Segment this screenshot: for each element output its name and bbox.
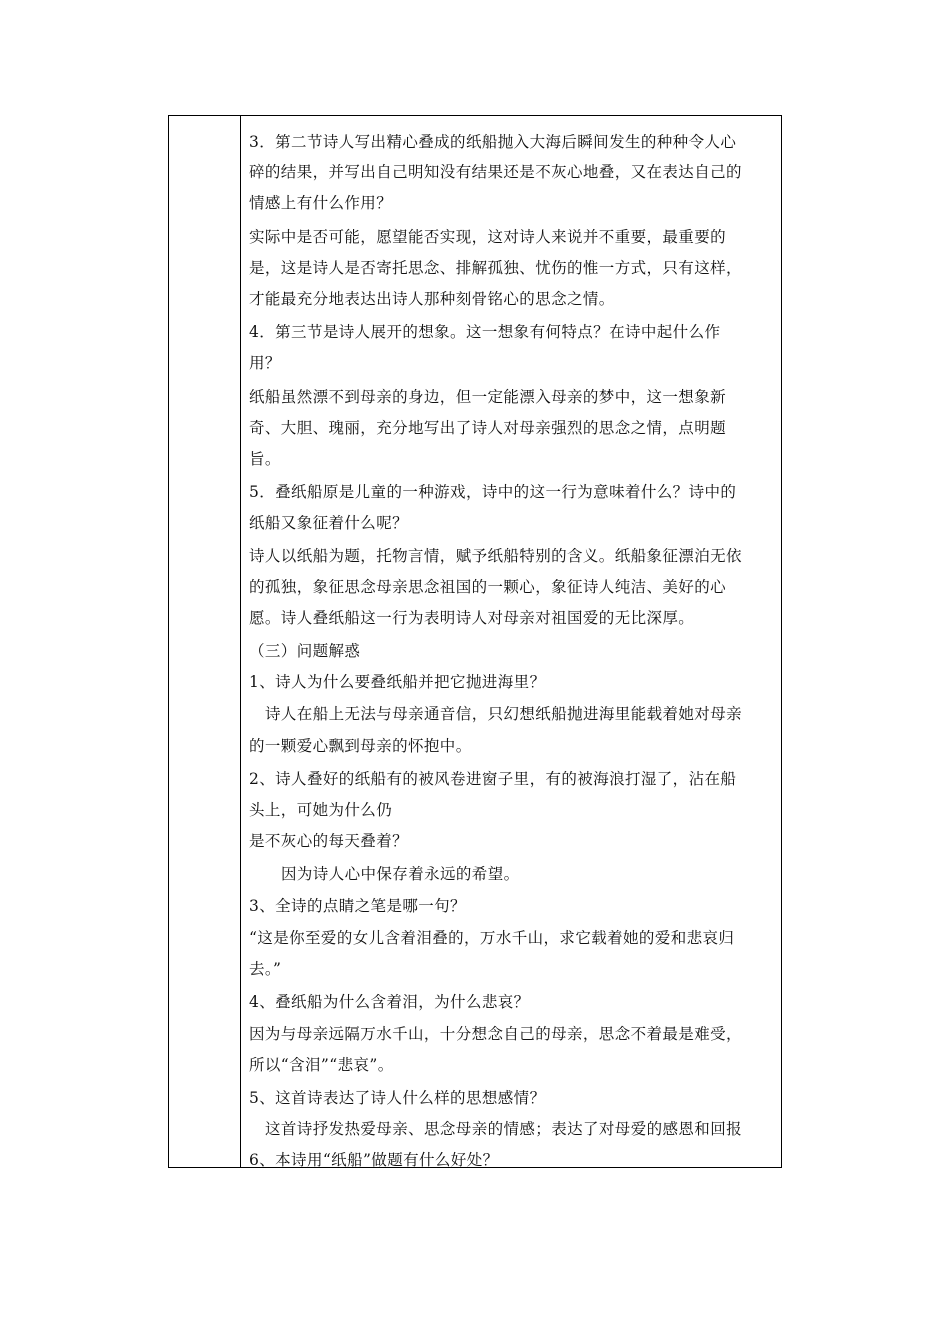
text-line: 因为与母亲远隔万水千山，十分想念自己的母亲，思念不着最是难受， (249, 1025, 742, 1043)
text-line: 碎的结果，并写出自己明知没有结果还是不灰心地叠，又在表达自己的 (249, 163, 742, 181)
text-line: 才能最充分地表达出诗人那种刻骨铭心的思念之情。 (249, 290, 615, 308)
text-line: 5、这首诗表达了诗人什么样的思想感情？ (249, 1089, 546, 1107)
text-line: 情感上有什么作用？ (249, 194, 393, 212)
text-line: 因为诗人心中保存着永远的希望。 (281, 865, 520, 883)
text-line: 实际中是否可能，愿望能否实现，这对诗人来说并不重要，最重要的 (249, 228, 727, 246)
text-line: 旨。 (249, 450, 281, 468)
text-line: 3．第二节诗人写出精心叠成的纸船抛入大海后瞬间发生的种种令人心 (249, 133, 737, 151)
text-line: 所以“含泪”“悲哀”。 (249, 1056, 394, 1074)
text-line: 6、本诗用“纸船”做题有什么好处？ (249, 1151, 499, 1167)
text-line: 愿。诗人叠纸船这一行为表明诗人对母亲对祖国爱的无比深厚。 (249, 609, 695, 627)
text-line: 诗人以纸船为题，托物言情，赋予纸船特别的含义。纸船象征漂泊无依 (249, 547, 742, 565)
text-line: 的一颗爱心飘到母亲的怀抱中。 (249, 737, 472, 755)
text-line: 2、诗人叠好的纸船有的被风卷进窗子里，有的被海浪打湿了，沾在船 (249, 770, 737, 788)
text-line: 纸船又象征着什么呢？ (249, 514, 409, 532)
text-line: 5．叠纸船原是儿童的一种游戏，诗中的这一行为意味着什么？诗中的 (249, 483, 737, 501)
text-line: 4．第三节是诗人展开的想象。这一想象有何特点？在诗中起什么作 (249, 323, 721, 341)
text-line: （三）问题解惑 (249, 642, 361, 660)
text-line: 1、诗人为什么要叠纸船并把它抛进海里？ (249, 673, 546, 691)
text-line: 诗人在船上无法与母亲通音信，只幻想纸船抛进海里能载着她对母亲 (265, 705, 743, 723)
text-line: 的孤独，象征思念母亲思念祖国的一颗心，象征诗人纯洁、美好的心 (249, 578, 727, 596)
text-line: 头上，可她为什么仍 (249, 801, 393, 819)
text-line: 4、叠纸船为什么含着泪，为什么悲哀？ (249, 993, 530, 1011)
text-line: 去。” (249, 960, 282, 978)
text-line: 3、全诗的点睛之笔是哪一句？ (249, 897, 466, 915)
text-line: 是不灰心的每天叠着？ (249, 832, 409, 850)
text-line: “这是你至爱的女儿含着泪叠的，万水千山，求它载着她的爱和悲哀归 (249, 929, 735, 947)
text-line: 是，这是诗人是否寄托思念、排解孤独、忧伤的惟一方式，只有这样， (249, 259, 742, 277)
content-table (168, 115, 782, 1168)
text-line: 用？ (249, 354, 281, 372)
text-line: 奇、大胆、瑰丽，充分地写出了诗人对母亲强烈的思念之情，点明题 (249, 419, 727, 437)
left-empty-cell (169, 116, 241, 1167)
text-line: 这首诗抒发热爱母亲、思念母亲的情感；表达了对母爱的感恩和回报 (265, 1120, 743, 1138)
text-cell (241, 116, 781, 1167)
text-line: 纸船虽然漂不到母亲的身边，但一定能漂入母亲的梦中，这一想象新 (249, 388, 727, 406)
